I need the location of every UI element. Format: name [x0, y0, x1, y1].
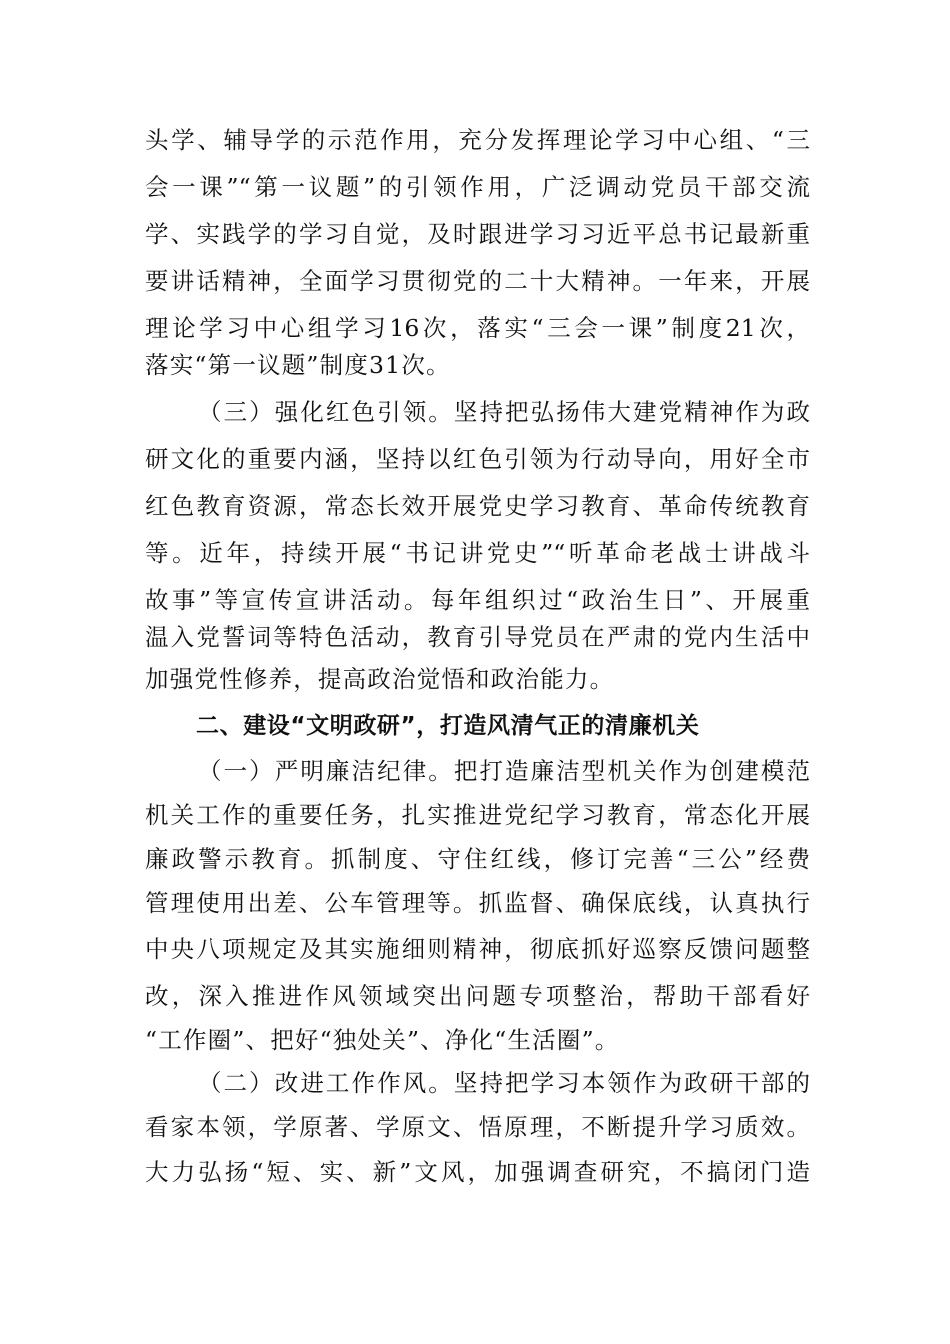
paragraph-line: 大力弘扬“短、实、新”文风，加强调查研究，不搞闭门造 [145, 1158, 810, 1186]
paragraph-line: （三）强化红色引领。坚持把弘扬伟大建党精神作为政 [198, 398, 810, 426]
paragraph-line: 落实“第一议题”制度31次。 [145, 351, 451, 379]
paragraph-line: 会一课”“第一议题”的引领作用，广泛调动党员干部交流 [145, 173, 810, 201]
paragraph-line: 看家本领，学原著、学原文、悟原理，不断提升学习质效。 [145, 1113, 810, 1141]
paragraph-line: 学、实践学的学习自觉，及时跟进学习习近平总书记最新重 [145, 220, 810, 248]
paragraph-line: 要讲话精神，全面学习贯彻党的二十大精神。一年来，开展 [145, 267, 810, 295]
paragraph-line: 廉政警示教育。抓制度、守住红线，修订完善“三公”经费 [145, 845, 810, 873]
section-heading: 二、建设“文明政研”，打造风清气正的清廉机关 [196, 713, 700, 739]
paragraph-line: “工作圈”、把好“独处关”、净化“生活圈”。 [145, 1026, 620, 1054]
paragraph-line: 温入党誓词等特色活动，教育引导党员在严肃的党内生活中 [145, 623, 810, 651]
paragraph-line: （一）严明廉洁纪律。把打造廉洁型机关作为创建模范 [198, 757, 810, 785]
paragraph-line: 中央八项规定及其实施细则精神，彻底抓好巡察反馈问题整 [145, 935, 810, 963]
paragraph-line: 头学、辅导学的示范作用，充分发挥理论学习中心组、“三 [145, 126, 810, 154]
paragraph-line: 加强党性修养，提高政治觉悟和政治能力。 [145, 665, 615, 693]
paragraph-line: 红色教育资源，常态长效开展党史学习教育、革命传统教育 [145, 492, 810, 520]
paragraph-line: 机关工作的重要任务，扎实推进党纪学习教育，常态化开展 [145, 801, 810, 829]
paragraph-line: 理论学习中心组学习16次，落实“三会一课”制度21次， [145, 314, 810, 342]
paragraph-line: 管理使用出差、公车管理等。抓监督、确保底线，认真执行 [145, 889, 810, 917]
paragraph-line: （二）改进工作作风。坚持把学习本领作为政研干部的 [198, 1069, 810, 1097]
paragraph-line: 改，深入推进作风领域突出问题专项整治，帮助干部看好 [145, 982, 810, 1010]
paragraph-line: 研文化的重要内涵，坚持以红色引领为行动导向，用好全市 [145, 445, 810, 473]
paragraph-line: 故事”等宣传宣讲活动。每年组织过“政治生日”、开展重 [145, 586, 810, 614]
paragraph-line: 等。近年，持续开展“书记讲党史”“听革命老战士讲战斗 [145, 539, 810, 567]
